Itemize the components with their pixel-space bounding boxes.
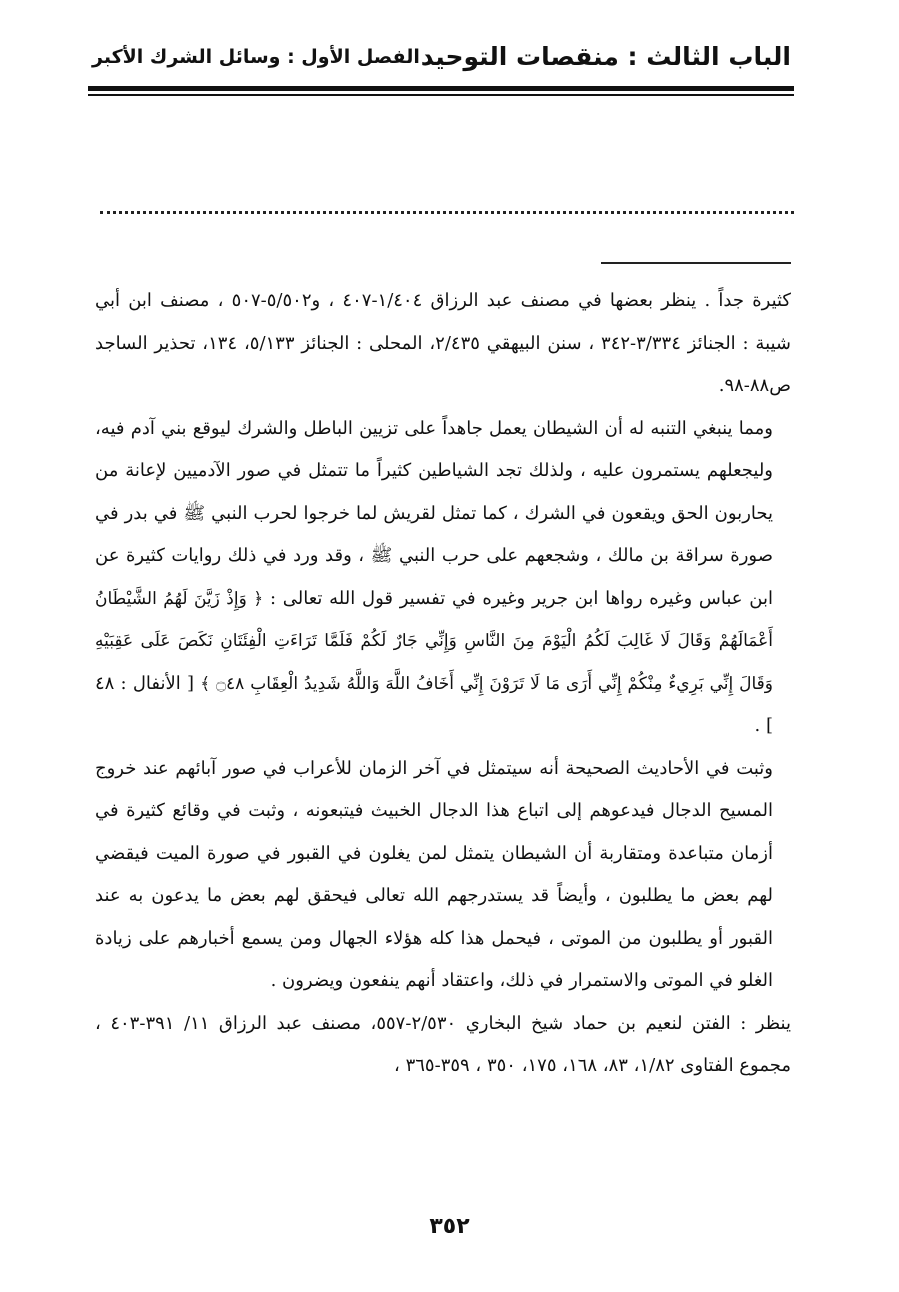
chapter-title: الباب الثالث : منقصات التوحيد	[420, 42, 791, 71]
section-title: الفصل الأول : وسائل الشرك الأكبر	[92, 46, 420, 68]
header-rule-thick	[88, 86, 794, 91]
quran-verse: ﴿ وَإِذْ زَيَّنَ لَهُمُ الشَّيْطَانُ أَعْمَالَهُمْ وَقَالَ لَا غَالِبَ لَكُمُ الْيَوْمَ مِنَ النَّاسِ وَإِنِّي جَارٌ لَكُمْ فَلَمَّا تَرَاءَتِ الْفِئَتَانِ نَكَصَ عَلَى عَقِبَيْهِ وَقَالَ إِنِّي بَرِيءٌ مِنْكُمْ إِنِّي أَرَى مَا لَا تَرَوْنَ إِنِّي أَخَافُ اللَّهَ وَاللَّهُ شَدِيدُ الْعِقَابِ ۝٤٨ ﴾	[95, 588, 773, 694]
paragraph-text: ومما ينبغي التنبه له أن الشيطان يعمل جاهداً على تزيين الباطل والشرك ليوقع بني آدم فيه، وليجعلهم يستمرون عليه ، ولذلك تجد الشياطين كثيراً ما تتمثل في صور الآدميين لإعانة من يحاربون الحق ويقعون في الشرك ، كما تمثل لقريش لما خرجوا لحرب النبي ﷺ في بدر في صورة سراقة بن مالك ، وشجعهم على حرب النبي ﷺ ، وقد ورد في ذلك روايات كثيرة عن ابن عباس وغيره رواها ابن جرير وغيره في تفسير قول الله تعالى :	[95, 417, 773, 609]
paragraph: وثبت في الأحاديث الصحيحة أنه سيتمثل في آخر الزمان للأعراب في صور آبائهم عند خروج المسيح الدجال فيدعوهم إلى اتباع هذا الدجال الخبيث فيتبعونه ، وثبت في وقائع كثيرة في أزمان متباعدة ومتقاربة أن الشيطان يتمثل لمن يغلون في القبور في صورة الميت فيقضي لهم بعض ما يطلبون ، وأيضاً قد يستدرجهم الله تعالى فيحقق لهم بعض ما يدعون به عند القبور أو يطلبون من الموتى ، فيحمل هذا كله هؤلاء الجهال ومن يسمع أخبارهم على زيادة الغلو في الموتى والاستمرار في ذلك، واعتقاد أنهم ينفعون ويضرون .	[95, 757, 773, 991]
verse-reference: [ الأنفال : ٤٨ ] .	[95, 672, 773, 736]
running-header	[92, 42, 791, 82]
footnote-separator	[601, 262, 791, 264]
footnote-continued: كثيرة جداً . ينظر بعضها في مصنف عبد الرزاق ١/٤٠٤-٤٠٧ ، و٥/٥٠٢-٥٠٧ ، مصنف ابن أبي شيبة : الجنائز ٣/٣٣٤-٣٤٢ ، سنن البيهقي ٢/٤٣٥، المحلى : الجنائز ٥/١٣٣، ١٣٤، تحذير الساجد ص٨٨-٩٨.	[95, 290, 792, 396]
page-number: ٣٥٢	[429, 1214, 470, 1239]
page-body	[95, 280, 791, 1088]
references: ينظر : الفتن لنعيم بن حماد شيخ البخاري ٢/٥٣٠-٥٥٧، مصنف عبد الرزاق ١١/ ٣٩١-٤٠٣ ، مجموع الفتاوى ١/٨٢، ٨٣، ١٦٨، ١٧٥، ٣٥٠ ، ٣٥٩-٣٦٥ ،	[95, 1012, 791, 1076]
header-rule-thin	[88, 94, 794, 96]
paragraph	[95, 408, 791, 748]
footnote-continuation-rule	[100, 211, 794, 214]
